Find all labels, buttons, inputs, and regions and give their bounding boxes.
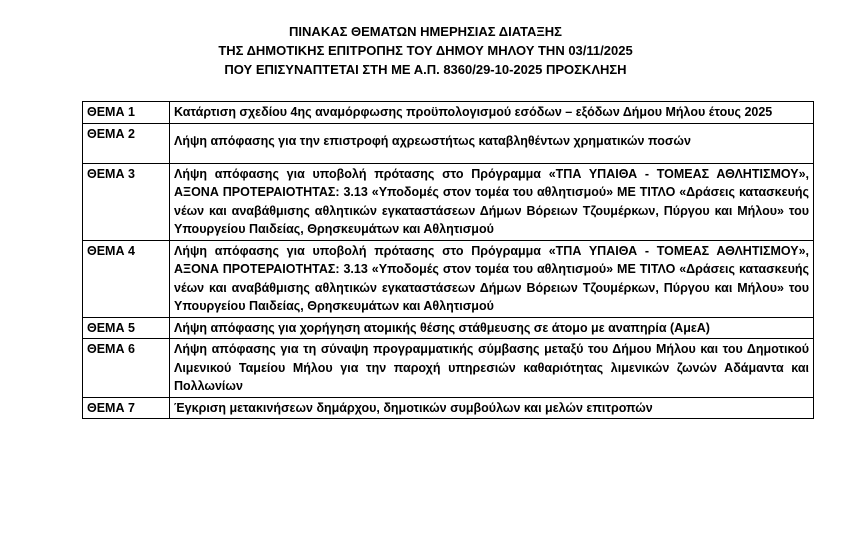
header-title-line-3: ΠΟΥ ΕΠΙΣΥΝΑΠΤΕΤΑΙ ΣΤΗ ΜΕ Α.Π. 8360/29-10-2025 ΠΡΟΣΚΛΗΣΗ bbox=[224, 62, 627, 77]
table-row bbox=[83, 339, 814, 398]
topic-description: Λήψη απόφασης για τη σύναψη προγραμματικής σύμβασης μεταξύ του Δήμου Μήλου και του Δημοτικού Λιμενικού Ταμείου Μήλου για την παροχή υπηρεσιών καθαριότητας λιμενικών ζωνών Αδάμαντα και Πολλωνίων bbox=[170, 339, 814, 398]
agenda-table bbox=[82, 101, 814, 419]
topic-number: ΘΕΜΑ 4 bbox=[83, 240, 170, 317]
table-row bbox=[83, 163, 814, 240]
table-row bbox=[83, 240, 814, 317]
table-row bbox=[83, 397, 814, 419]
table-row bbox=[83, 102, 814, 124]
topic-number: ΘΕΜΑ 1 bbox=[83, 102, 170, 124]
table-row bbox=[83, 123, 814, 163]
header-title-line-1: ΠΙΝΑΚΑΣ ΘΕΜΑΤΩΝ ΗΜΕΡΗΣΙΑΣ ΔΙΑΤΑΞΗΣ bbox=[289, 24, 562, 39]
topic-description: Κατάρτιση σχεδίου 4ης αναμόρφωσης προϋπολογισμού εσόδων – εξόδων Δήμου Μήλου έτους 2025 bbox=[170, 102, 814, 124]
header-title-line-2: ΤΗΣ ΔΗΜΟΤΙΚΗΣ ΕΠΙΤΡΟΠΗΣ ΤΟΥ ΔΗΜΟΥ ΜΗΛΟΥ ΤΗΝ 03/11/2025 bbox=[218, 43, 633, 58]
topic-number: ΘΕΜΑ 5 bbox=[83, 317, 170, 339]
topic-number: ΘΕΜΑ 7 bbox=[83, 397, 170, 419]
topic-number: ΘΕΜΑ 3 bbox=[83, 163, 170, 240]
table-row bbox=[83, 317, 814, 339]
topic-description: Λήψη απόφασης για υποβολή πρότασης στο Πρόγραμμα «ΤΠΑ ΥΠΑΙΘΑ - ΤΟΜΕΑΣ ΑΘΛΗΤΙΣΜΟΥ», ΑΞΟΝΑ ΠΡΟΤΕΡΑΙΟΤΗΤΑΣ: 3.13 «Υποδομές στον τομέα του αθλητισμού» ΜΕ ΤΙΤΛΟ «Δράσεις κατασκευής νέων και αναβάθμισης αθλητικών εγκαταστάσεων Δήμων Βόρειων Τζουμέρκων, Πύργου και Μήλου» του Υπουργείου Παιδείας, Θρησκευμάτων και Αθλητισμού bbox=[170, 240, 814, 317]
topic-description: Λήψη απόφασης για την επιστροφή αχρεωστήτως καταβληθέντων χρηματικών ποσών bbox=[170, 123, 814, 163]
topic-number: ΘΕΜΑ 2 bbox=[83, 123, 170, 163]
topic-description: Λήψη απόφασης για χορήγηση ατομικής θέσης στάθμευσης σε άτομο με αναπηρία (ΑμεΑ) bbox=[170, 317, 814, 339]
topic-number: ΘΕΜΑ 6 bbox=[83, 339, 170, 398]
document-header bbox=[0, 22, 851, 79]
topic-description: Έγκριση μετακινήσεων δημάρχου, δημοτικών συμβούλων και μελών επιτροπών bbox=[170, 397, 814, 419]
topic-description: Λήψη απόφασης για υποβολή πρότασης στο Πρόγραμμα «ΤΠΑ ΥΠΑΙΘΑ - ΤΟΜΕΑΣ ΑΘΛΗΤΙΣΜΟΥ», ΑΞΟΝΑ ΠΡΟΤΕΡΑΙΟΤΗΤΑΣ: 3.13 «Υποδομές στον τομέα του αθλητισμού» ΜΕ ΤΙΤΛΟ «Δράσεις κατασκευής νέων και αναβάθμισης αθλητικών εγκαταστάσεων Δήμων Βόρειων Τζουμέρκων, Πύργου και Μήλου» του Υπουργείου Παιδείας, Θρησκευμάτων και Αθλητισμού bbox=[170, 163, 814, 240]
